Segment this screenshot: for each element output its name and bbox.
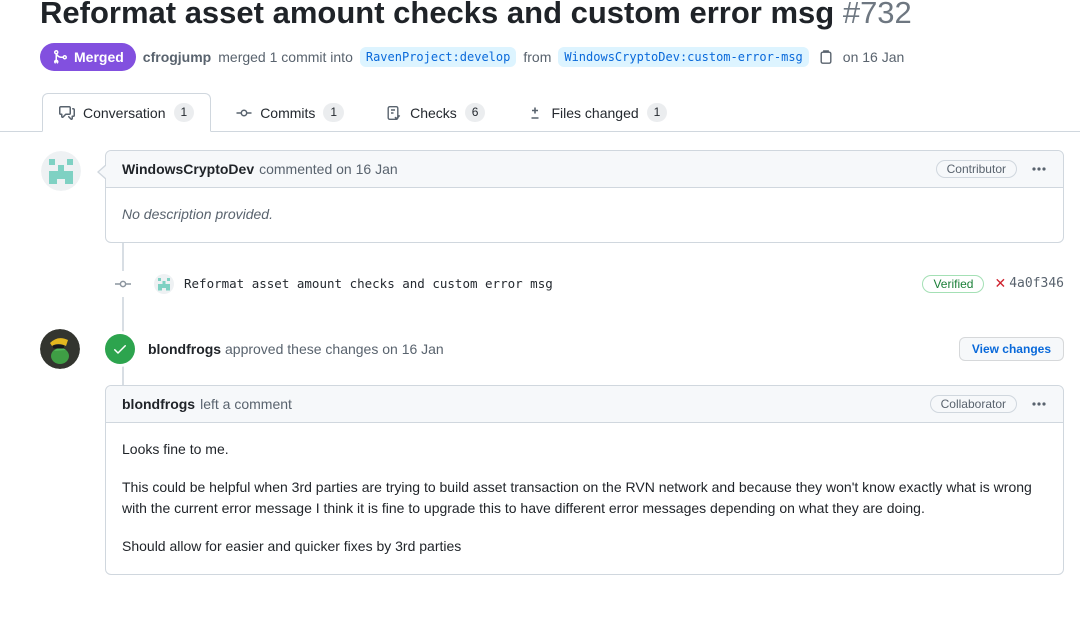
- check-icon: [105, 334, 135, 364]
- review-comment: [105, 385, 1064, 575]
- comment-discussion-icon: [59, 105, 75, 121]
- review-comment-header: [106, 386, 1063, 423]
- page-title: [40, 0, 1064, 31]
- commit-timeline-item: [40, 243, 1064, 325]
- avatar-windowscryptodev[interactable]: [41, 151, 81, 191]
- merged-status-badge: [40, 43, 136, 71]
- comment-action-text: commented on 16 Jan: [259, 161, 398, 178]
- commit-message-link[interactable]: Reformat asset amount checks and custom error msg: [184, 276, 553, 292]
- review-comment-body: [106, 423, 1063, 574]
- commit-sha-text: 4a0f346: [1009, 276, 1064, 292]
- tab-files-changed-label: Files changed: [551, 104, 639, 121]
- checklist-icon: [386, 105, 402, 121]
- tab-conversation-count: 1: [174, 103, 195, 122]
- view-changes-button[interactable]: View changes: [959, 337, 1064, 361]
- base-branch-label[interactable]: RavenProject:develop: [360, 47, 517, 67]
- comment-author[interactable]: WindowsCryptoDev: [122, 161, 255, 178]
- kebab-horizontal-icon[interactable]: [1031, 396, 1047, 412]
- pr-timeline: [40, 150, 1064, 574]
- pr-tab-bar: [0, 93, 1080, 132]
- pr-meta-row: [40, 43, 1064, 71]
- file-diff-icon: [527, 105, 543, 121]
- git-commit-icon: [236, 105, 252, 121]
- tab-files-changed[interactable]: [510, 93, 684, 132]
- from-text: from: [523, 49, 552, 66]
- commit-sha-link[interactable]: [994, 276, 1064, 292]
- pr-number: #732: [842, 0, 912, 30]
- tab-checks-count: 6: [465, 103, 486, 122]
- review-approval-item: [40, 329, 1064, 369]
- merged-status-label: Merged: [74, 49, 124, 66]
- review-comment-action-text: left a comment: [200, 395, 292, 412]
- tab-checks-label: Checks: [410, 104, 457, 121]
- review-summary-text: [148, 341, 444, 357]
- tab-files-changed-count: 1: [647, 103, 668, 122]
- avatar-blondfrogs[interactable]: [40, 329, 80, 369]
- merge-action-text: merged 1 commit into: [218, 49, 353, 66]
- contributor-badge: Contributor: [936, 160, 1017, 178]
- merger-username[interactable]: cfrogjump: [142, 49, 212, 66]
- description-comment-body: [106, 188, 1063, 242]
- git-commit-icon: [114, 271, 132, 297]
- pr-title-text: Reformat asset amount checks and custom error msg: [40, 0, 835, 30]
- merge-date: on 16 Jan: [842, 49, 905, 66]
- review-action-text: approved these changes on 16 Jan: [225, 340, 444, 357]
- tab-commits[interactable]: [219, 93, 361, 132]
- clipboard-copy-icon[interactable]: [818, 49, 834, 65]
- comment-paragraph: Looks fine to me.: [122, 440, 229, 457]
- tab-conversation[interactable]: [42, 93, 211, 132]
- comment-paragraph: Should allow for easier and quicker fixes by 3rd parties: [122, 537, 462, 554]
- reviewer-username[interactable]: blondfrogs: [148, 340, 222, 357]
- head-branch-label[interactable]: WindowsCryptoDev:custom-error-msg: [558, 47, 808, 67]
- pr-description-comment: [105, 150, 1064, 243]
- no-description-text: No description provided.: [122, 206, 273, 223]
- comment-paragraph: This could be helpful when 3rd parties are trying to build asset transaction on the RVN network and because they won't know exactly what is wrong with the current error message I think it is fine to upgrade this to have different error messages depending on what they are doing.: [122, 478, 1032, 517]
- tab-commits-count: 1: [323, 103, 344, 122]
- tab-conversation-label: Conversation: [83, 104, 166, 121]
- x-icon: ✕: [994, 275, 1007, 292]
- description-comment-header: [106, 151, 1063, 188]
- tab-commits-label: Commits: [260, 104, 316, 121]
- collaborator-badge: Collaborator: [930, 395, 1017, 413]
- kebab-horizontal-icon[interactable]: [1031, 161, 1047, 177]
- verified-badge[interactable]: Verified: [922, 275, 984, 293]
- git-merge-icon: [52, 49, 68, 65]
- commit-author-avatar[interactable]: [154, 274, 174, 294]
- review-comment-author[interactable]: blondfrogs: [122, 395, 196, 412]
- tab-checks[interactable]: [369, 93, 502, 132]
